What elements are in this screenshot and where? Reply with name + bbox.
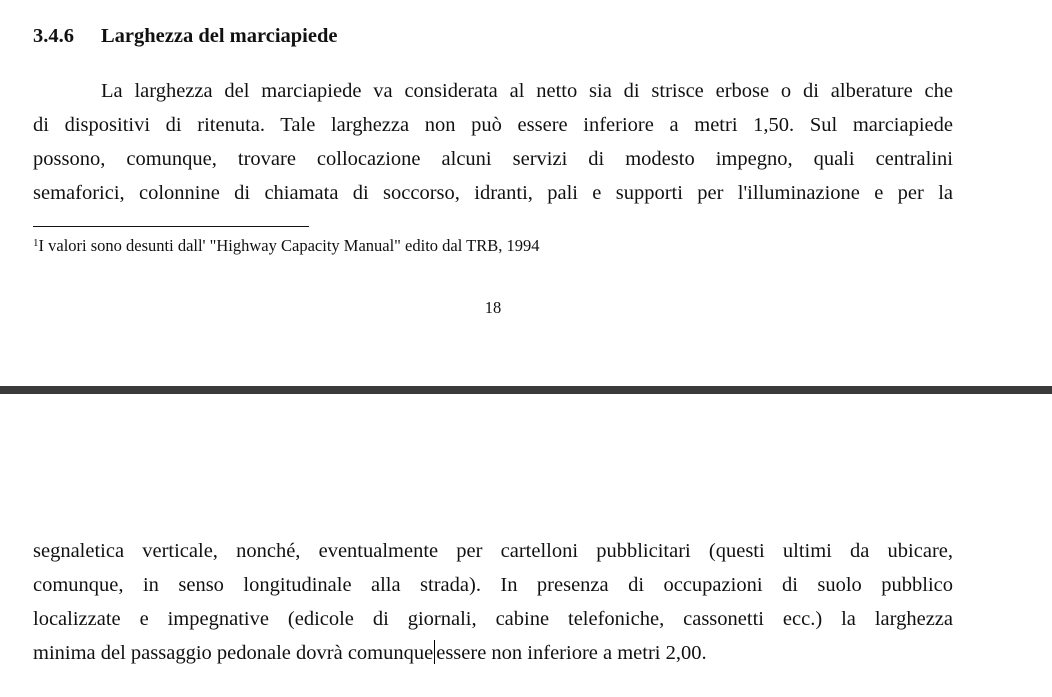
footnote-marker: 1	[33, 237, 39, 249]
paragraph-line: comunque, in senso longitudinale alla strada). In presenza di occupazioni di suolo pubblico	[33, 574, 953, 596]
paragraph-line: di dispositivi di ritenuta. Tale larghezza non può essere inferiore a metri 1,50. Sul marciapiede	[33, 114, 953, 136]
paragraph-line: localizzate e impegnative (edicole di giornali, cabine telefoniche, cassonetti ecc.) la larghezza	[33, 608, 953, 630]
paragraph-line: possono, comunque, trovare collocazione alcuni servizi di modesto impegno, quali centralini	[33, 148, 953, 170]
section-title: Larghezza del marciapiede	[101, 25, 338, 47]
footnote-separator	[33, 226, 309, 227]
section-number: 3.4.6	[33, 25, 74, 47]
paragraph-line: La larghezza del marciapiede va considerata al netto sia di strisce erbose o di alberature che	[101, 80, 953, 102]
footnote	[33, 236, 539, 256]
document-page-19	[0, 394, 1052, 697]
line-text-after-cursor: essere non inferiore a metri 2,00.	[436, 642, 707, 664]
paragraph-line: segnaletica verticale, nonché, eventualmente per cartelloni pubblicitari (questi ultimi da ubicare,	[33, 540, 953, 562]
footnote-text: I valori sono desunti dall' "Highway Capacity Manual" edito dal TRB, 1994	[38, 236, 540, 255]
page-number: 18	[484, 298, 502, 317]
body-paragraph[interactable]	[33, 74, 953, 210]
paragraph-line-with-cursor	[33, 636, 953, 670]
line-text-before-cursor: minima del passaggio pedonale dovrà comunque	[33, 642, 434, 664]
page-separator	[0, 386, 1052, 394]
body-paragraph-continued[interactable]	[33, 534, 953, 670]
paragraph-line: semaforici, colonnine di chiamata di soccorso, idranti, pali e supporti per l'illuminazione e per la	[33, 182, 953, 204]
section-heading	[33, 25, 337, 48]
